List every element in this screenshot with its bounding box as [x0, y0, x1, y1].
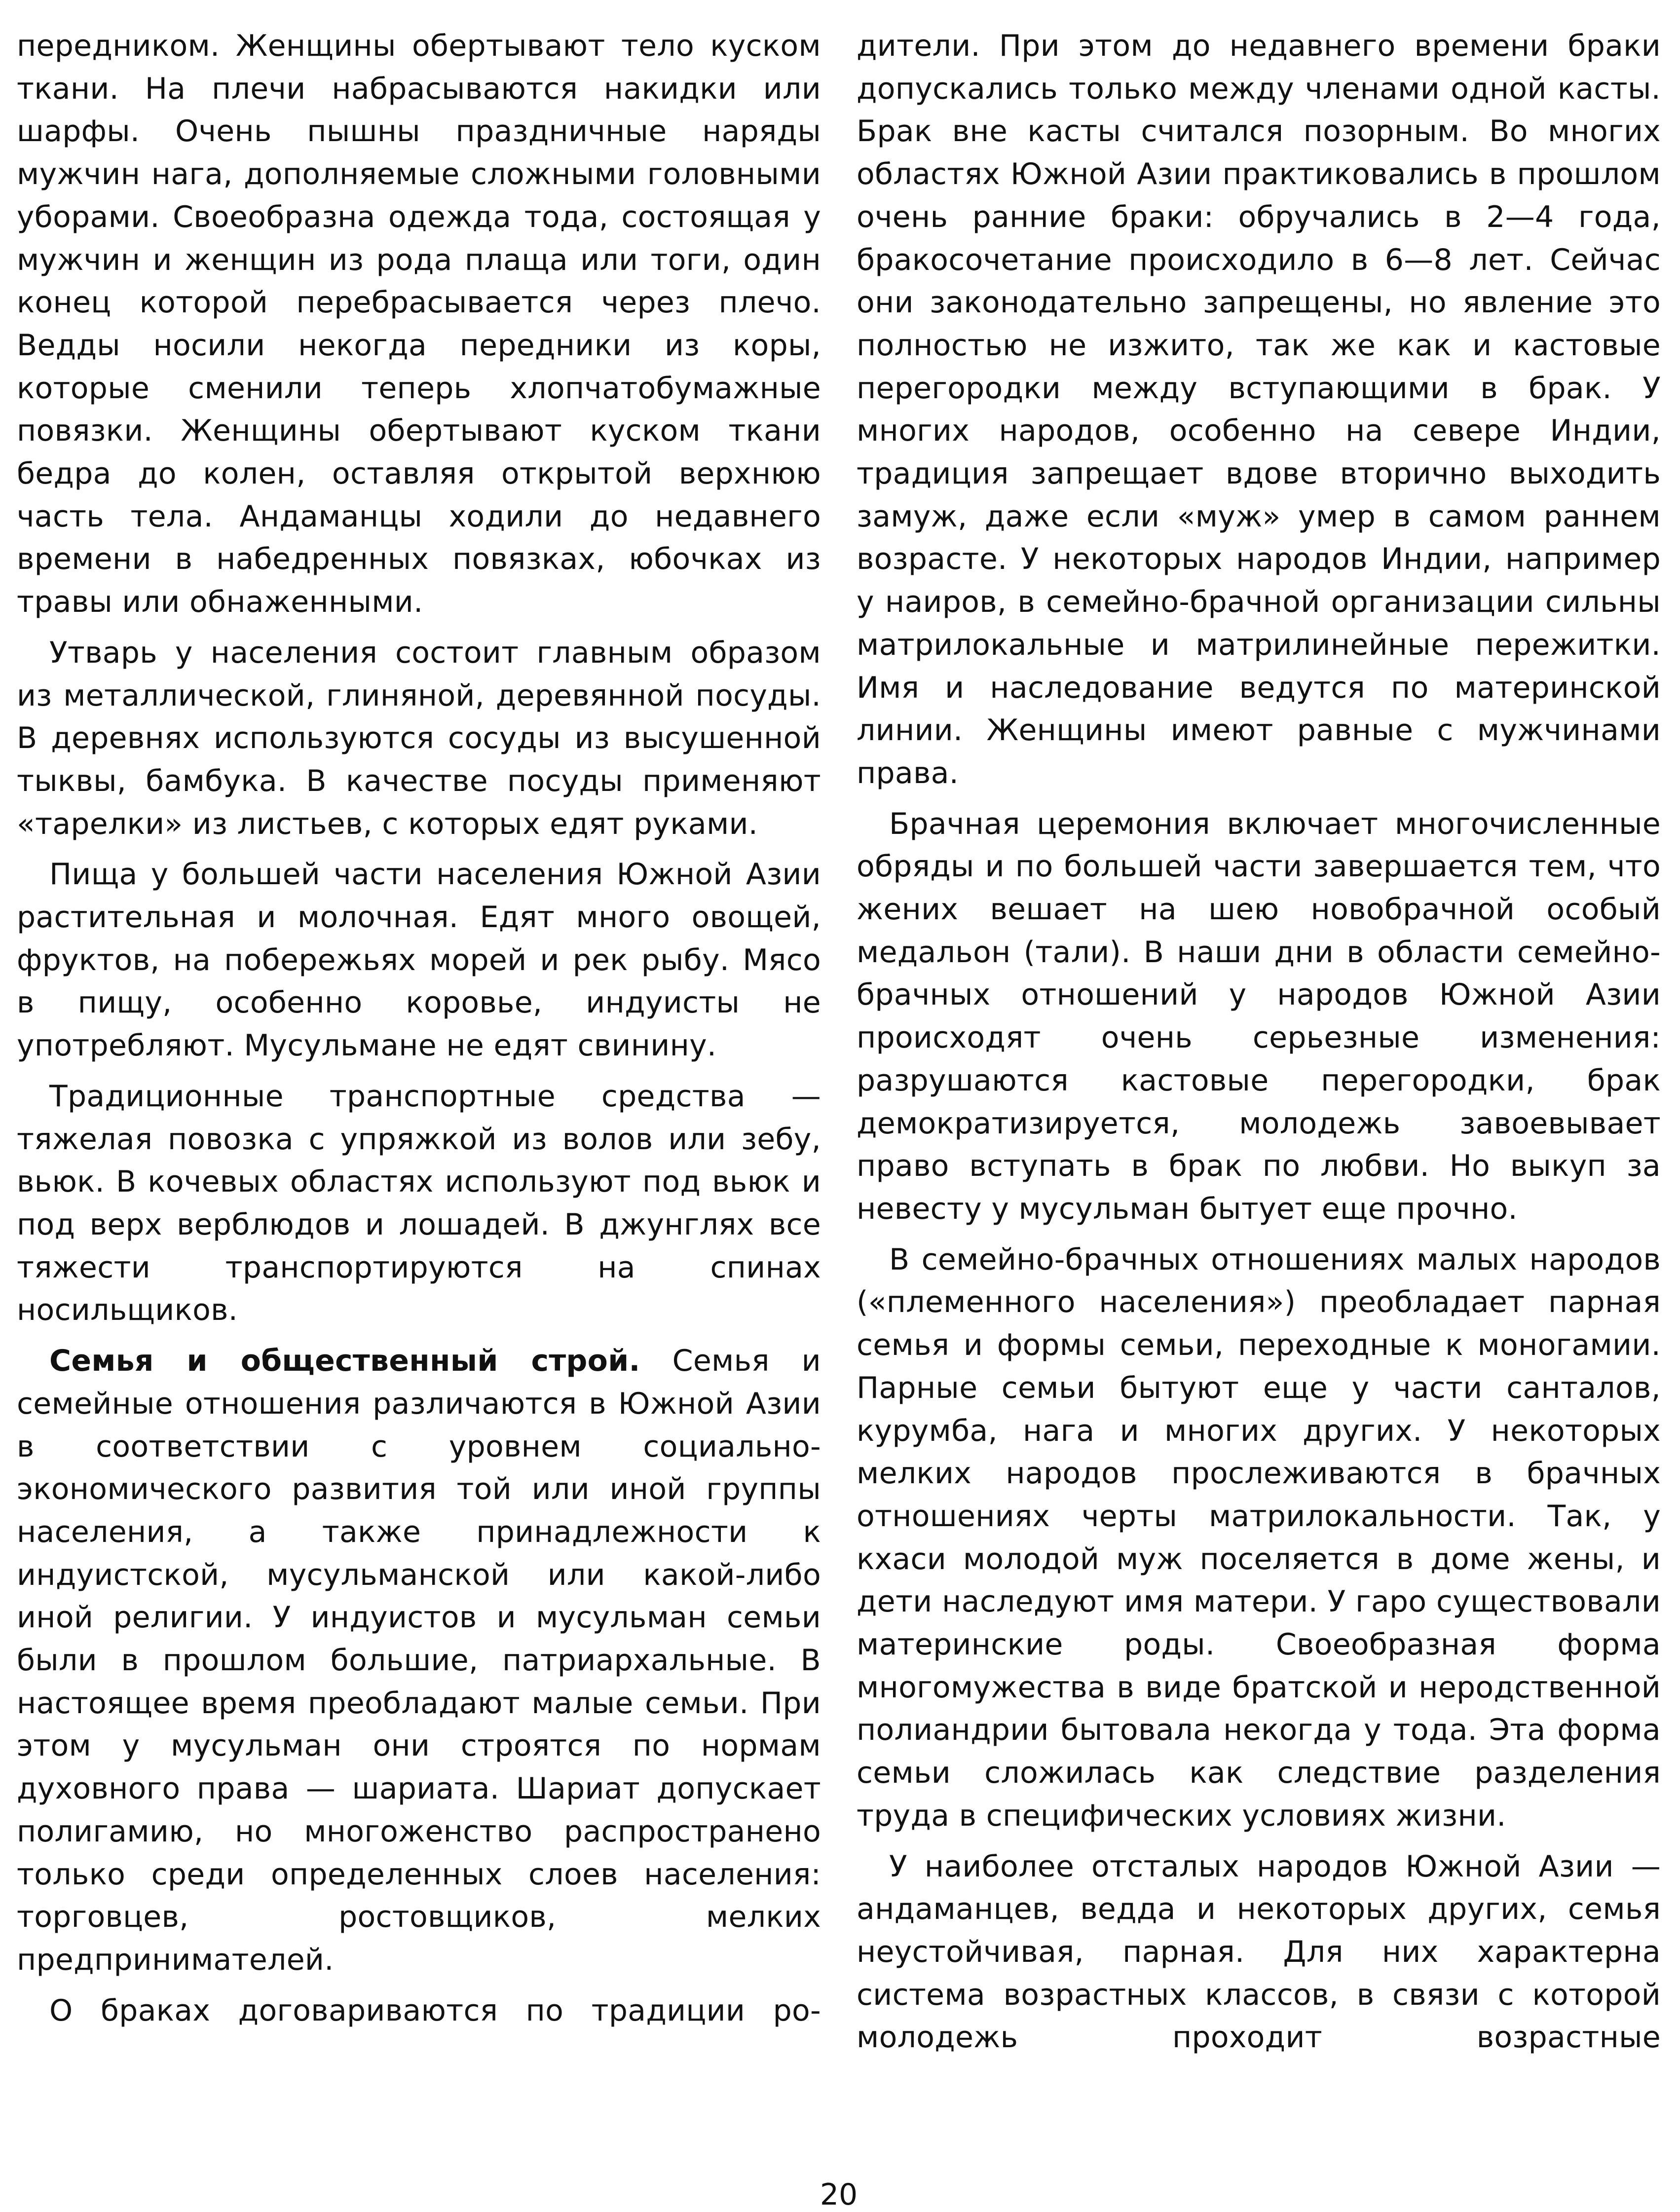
- paragraph-utensils: Утварь у населения состоит главным образом из металлической, глиняной, деревянной посуды. В деревнях используются сосуды из высушенной тыквы, бамбука. В качестве посуды применяют «тарелки» из листьев, с которых едят руками.: [17, 635, 821, 841]
- paragraph-family: [17, 1340, 821, 1982]
- paragraph-transport: Традиционные транспортные средства — тяжелая повозка с упряжкой из волов или зебу, вьюк. В кочевых областях используют под вьюк и под верх верблюдов и лошадей. В джунглях все тяжести транспортируются на спинах носильщиков.: [17, 1079, 821, 1328]
- paragraph-marriage-start: О браках договариваются по традиции ро-: [49, 1993, 821, 2028]
- paragraph-marriage-cont: дители. При этом до недавнего времени браки допускались только между членами одной касты. Брак вне касты считался позорным. Во многих областях Южной Азии практиковались в прошлом очень ранние браки: обручались в 2—4 года, бракосочетание происходило в 6—8 лет. Сейчас они законодательно запрещены, но явление это полностью не изжито, так же как и кастовые перегородки между вступающими в брак. У многих народов, особенно на севере Индии, традиция запрещает вдове вторично выходить замуж, даже если «муж» умер в самом раннем возрасте. У некоторых народов Индии, например у наиров, в семейно-брачной организации сильны матрилокальные и матрилинейные пережитки. Имя и наследование ведутся по материнской линии. Женщины имеют равные с мужчинами права.: [857, 29, 1661, 790]
- paragraph-food: Пища у большей части населения Южной Азии растительная и молочная. Едят много овощей, фруктов, на побережьях морей и рек рыбу. Мясо в пищу, особенно коровье, индуисты не употребляют. Мусульмане не едят свинину.: [17, 857, 821, 1063]
- paragraph-backward-peoples: У наиболее отсталых народов Южной Азии — андаманцев, ведда и некоторых других, семья неустойчивая, парная. Для них характерна система возрастных классов, в связи с которой молодежь проходит возрастные: [857, 1849, 1661, 2055]
- page-number: 20: [820, 2177, 858, 2212]
- section-heading-family: Семья и общественный строй.: [49, 1344, 640, 1379]
- right-column: [857, 25, 1661, 2059]
- paragraph-small-peoples: В семейно-брачных отношениях малых народов («племенного населения») преобладает парная семья и формы семьи, переходные к моногамии. Парные семьи бытуют еще у части санталов, курумба, нага и многих других. У некоторых мелких народов прослеживаются в брачных отношениях черты матрилокальности. Так, у кхаси молодой муж поселяется в доме жены, и дети наследуют имя матери. У гаро существовали материнские роды. Своеобразная форма многомужества в виде братской и неродственной полиандрии бытовала некогда у тода. Эта форма семьи сложилась как следствие разделения труда в специфических условиях жизни.: [857, 1242, 1661, 1833]
- left-column: [17, 25, 821, 2032]
- paragraph-family-text: Семья и семейные отношения различаются в Южной Азии в соответствии с уровнем социально-экономического развития той или иной группы населения, а также принадлежности к индуистской, мусульманской или какой-либо иной религии. У индуистов и мусульман семьи были в прошлом большие, патриархальные. В настоящее время преобладают малые семьи. При этом у мусульман они строятся по нормам духовного права — шариата. Шариат допускает полигамию, но многоженство распространено только среди определенных слоев населения: торговцев, ростовщиков, мелких предпринимателей.: [17, 1344, 821, 1977]
- paragraph-clothing: передником. Женщины обертывают тело куском ткани. На плечи набрасываются накидки или шарфы. Очень пышны праздничные наряды мужчин нага, дополняемые сложными головными уборами. Своеобразна одежда тода, состоящая у мужчин и женщин из рода плаща или тоги, один конец которой перебрасывается через плечо. Ведды носили некогда передники из коры, которые сменили теперь хлопчатобумажные повязки. Женщины обертывают куском ткани бедра до колен, оставляя открытой верхнюю часть тела. Андаманцы ходили до недавнего времени в набедренных повязках, юбочках из травы или обнаженными.: [17, 29, 821, 620]
- paragraph-ceremony: Брачная церемония включает многочисленные обряды и по большей части завершается тем, что жених вешает на шею новобрачной особый медальон (тали). В наши дни в области семейно-брачных отношений у народов Южной Азии происходят очень серьезные изменения: разрушаются кастовые перегородки, брак демократизируется, молодежь завоевывает право вступать в брак по любви. Но выкуп за невесту у мусульман бытует еще прочно.: [857, 806, 1661, 1226]
